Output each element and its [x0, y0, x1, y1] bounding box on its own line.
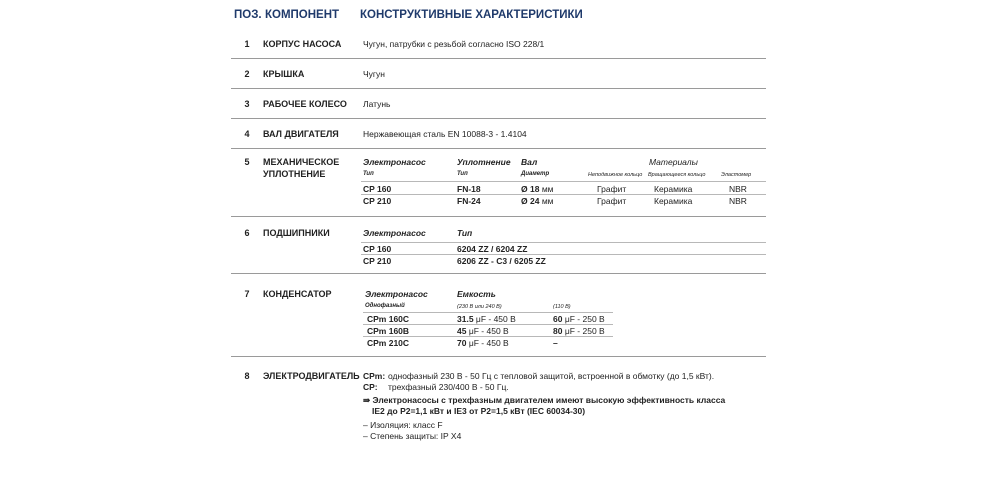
motor-insulation: – Изоляция: класс F — [363, 420, 443, 430]
seal-sub-fixed-ring: Неподвижное кольцо — [588, 172, 643, 178]
capacitor-row-2-pump: CPm 160B — [367, 326, 410, 336]
row-5-number: 5 — [244, 157, 250, 167]
seal-row-1-rotating: Керамика — [654, 184, 693, 194]
seal-row-1-elastomer: NBR — [729, 184, 747, 194]
capacitor-row-1-v2-unit: μF - 250 В — [564, 314, 605, 324]
capacitor-row-3-pump: CPm 210C — [367, 338, 410, 348]
motor-note-line2: IE2 до P2=1,1 кВт и IE3 от P2=1,5 кВт (IEC 60034-30) — [372, 406, 586, 416]
capacitor-sub-voltage-2: (110 В) — [553, 304, 571, 310]
row-8-component: ЭЛЕКТРОДВИГАТЕЛЬ — [263, 371, 360, 381]
capacitor-row-1-v1 — [457, 314, 516, 324]
seal-sub-diameter: Диаметр — [521, 171, 550, 177]
motor-note-line1 — [363, 395, 725, 406]
bearings-row-1-type: 6204 ZZ / 6204 ZZ — [457, 244, 528, 254]
capacitor-row-2-v2-value: 80 — [553, 326, 563, 336]
row-divider — [231, 273, 766, 274]
capacitor-row-3-v2-value: – — [553, 338, 558, 348]
seal-sub-elastomer: Эластомер — [721, 172, 752, 178]
capacitor-header-capacity: Емкость — [457, 289, 496, 299]
seal-header-shaft: Вал — [521, 157, 538, 167]
row-4-component: ВАЛ ДВИГАТЕЛЯ — [263, 129, 339, 139]
header-characteristics: КОНСТРУКТИВНЫЕ ХАРАКТЕРИСТИКИ — [360, 9, 583, 21]
row-divider — [231, 148, 766, 149]
row-divider — [231, 88, 766, 89]
seal-row-1-diameter-unit: мм — [541, 184, 554, 194]
row-4-description: Нержавеющая сталь EN 10088-3 - 1.4104 — [363, 129, 527, 139]
row-2-component: КРЫШКА — [263, 69, 305, 79]
motor-protection: – Степень защиты: IP X4 — [363, 431, 462, 441]
row-5-component-line1: МЕХАНИЧЕСКОЕ — [263, 157, 340, 167]
bearings-row-2-type: 6206 ZZ - C3 / 6205 ZZ — [457, 256, 546, 266]
row-8-number: 8 — [244, 371, 250, 381]
row-3-description: Латунь — [363, 99, 391, 109]
header-pos: ПОЗ. — [234, 9, 262, 21]
row-divider — [231, 356, 766, 357]
motor-cpm-label: CPm: — [363, 371, 386, 381]
seal-row-1-fixed: Графит — [597, 184, 627, 194]
seal-sub-rotating-ring: Вращающееся кольцо — [648, 172, 706, 178]
capacitor-sub-single-phase: Однофазный — [365, 303, 405, 309]
row-7-number: 7 — [244, 289, 250, 299]
capacitor-row-3-v1 — [457, 338, 509, 348]
seal-row-1-diameter — [521, 184, 554, 194]
bearings-row-1-pump: CP 160 — [363, 244, 392, 254]
seal-row-2-rotating: Керамика — [654, 196, 693, 206]
subtable-rule — [363, 312, 613, 313]
capacitor-row-2-v2 — [553, 326, 605, 336]
capacitor-sub-voltage-1: (230 В или 240 В) — [457, 304, 502, 310]
seal-sub-type: Тип — [363, 171, 374, 177]
row-2-number: 2 — [244, 69, 250, 79]
capacitor-header-pump: Электронасос — [365, 289, 428, 299]
capacitor-row-3-v1-value: 70 — [457, 338, 467, 348]
capacitor-row-2-v2-unit: μF - 250 В — [564, 326, 605, 336]
subtable-rule — [363, 324, 613, 325]
capacitor-row-2-v1-value: 45 — [457, 326, 467, 336]
capacitor-row-3-v2 — [553, 338, 558, 348]
seal-row-1-diameter-value: Ø 18 — [521, 184, 540, 194]
motor-cp-text: трехфазный 230/400 В - 50 Гц. — [388, 382, 509, 392]
row-divider — [231, 118, 766, 119]
row-1-component: КОРПУС НАСОСА — [263, 39, 342, 49]
row-4-number: 4 — [244, 129, 250, 139]
capacitor-row-1-pump: CPm 160C — [367, 314, 410, 324]
seal-header-seal: Уплотнение — [457, 157, 511, 167]
motor-cp-label: CP: — [363, 382, 378, 392]
row-1-description: Чугун, патрубки с резьбой согласно ISO 228/1 — [363, 39, 545, 49]
bearings-header-type: Тип — [457, 228, 473, 238]
row-1-number: 1 — [244, 39, 250, 49]
row-divider — [231, 58, 766, 59]
capacitor-row-1-v2 — [553, 314, 605, 324]
header-component: КОМПОНЕНТ — [265, 9, 340, 21]
seal-sub-type2: Тип — [457, 171, 468, 177]
subtable-rule — [361, 181, 766, 182]
capacitor-row-1-v2-value: 60 — [553, 314, 563, 324]
seal-row-2-elastomer: NBR — [729, 196, 747, 206]
subtable-rule — [361, 242, 766, 243]
row-3-number: 3 — [244, 99, 250, 109]
arrow-icon: ⇛ — [363, 395, 371, 405]
bearings-row-2-pump: CP 210 — [363, 256, 392, 266]
row-6-component: ПОДШИПНИКИ — [263, 228, 330, 238]
seal-row-2-pump: CP 210 — [363, 196, 392, 206]
bearings-header-pump: Электронасос — [363, 228, 426, 238]
seal-row-2-seal: FN-24 — [457, 196, 481, 206]
seal-row-2-diameter — [521, 196, 554, 206]
motor-note-text1: Электронасосы с трехфазным двигателем имеют высокую эффективность класса — [372, 395, 726, 405]
row-2-description: Чугун — [363, 69, 385, 79]
capacitor-row-1-v1-unit: μF - 450 В — [475, 314, 516, 324]
subtable-rule — [361, 254, 766, 255]
seal-header-materials: Материалы — [649, 157, 698, 167]
row-5-component-line2: УПЛОТНЕНИЕ — [263, 169, 326, 179]
seal-row-1-seal: FN-18 — [457, 184, 481, 194]
row-3-component: РАБОЧЕЕ КОЛЕСО — [263, 99, 347, 109]
capacitor-row-1-v1-value: 31.5 — [457, 314, 474, 324]
capacitor-row-3-v1-unit: μF - 450 В — [468, 338, 509, 348]
seal-row-1-pump: CP 160 — [363, 184, 392, 194]
subtable-rule — [361, 194, 766, 195]
seal-row-2-diameter-unit: мм — [541, 196, 554, 206]
motor-cpm-text: однофазный 230 В - 50 Гц с тепловой защитой, встроенной в обмотку (до 1,5 кВт). — [388, 371, 715, 381]
row-7-component: КОНДЕНСАТОР — [263, 289, 332, 299]
subtable-rule — [363, 336, 613, 337]
seal-row-2-diameter-value: Ø 24 — [521, 196, 540, 206]
seal-header-pump: Электронасос — [363, 157, 426, 167]
capacitor-row-2-v1 — [457, 326, 509, 336]
row-6-number: 6 — [244, 228, 250, 238]
row-divider — [231, 216, 766, 217]
capacitor-row-2-v1-unit: μF - 450 В — [468, 326, 509, 336]
seal-row-2-fixed: Графит — [597, 196, 627, 206]
